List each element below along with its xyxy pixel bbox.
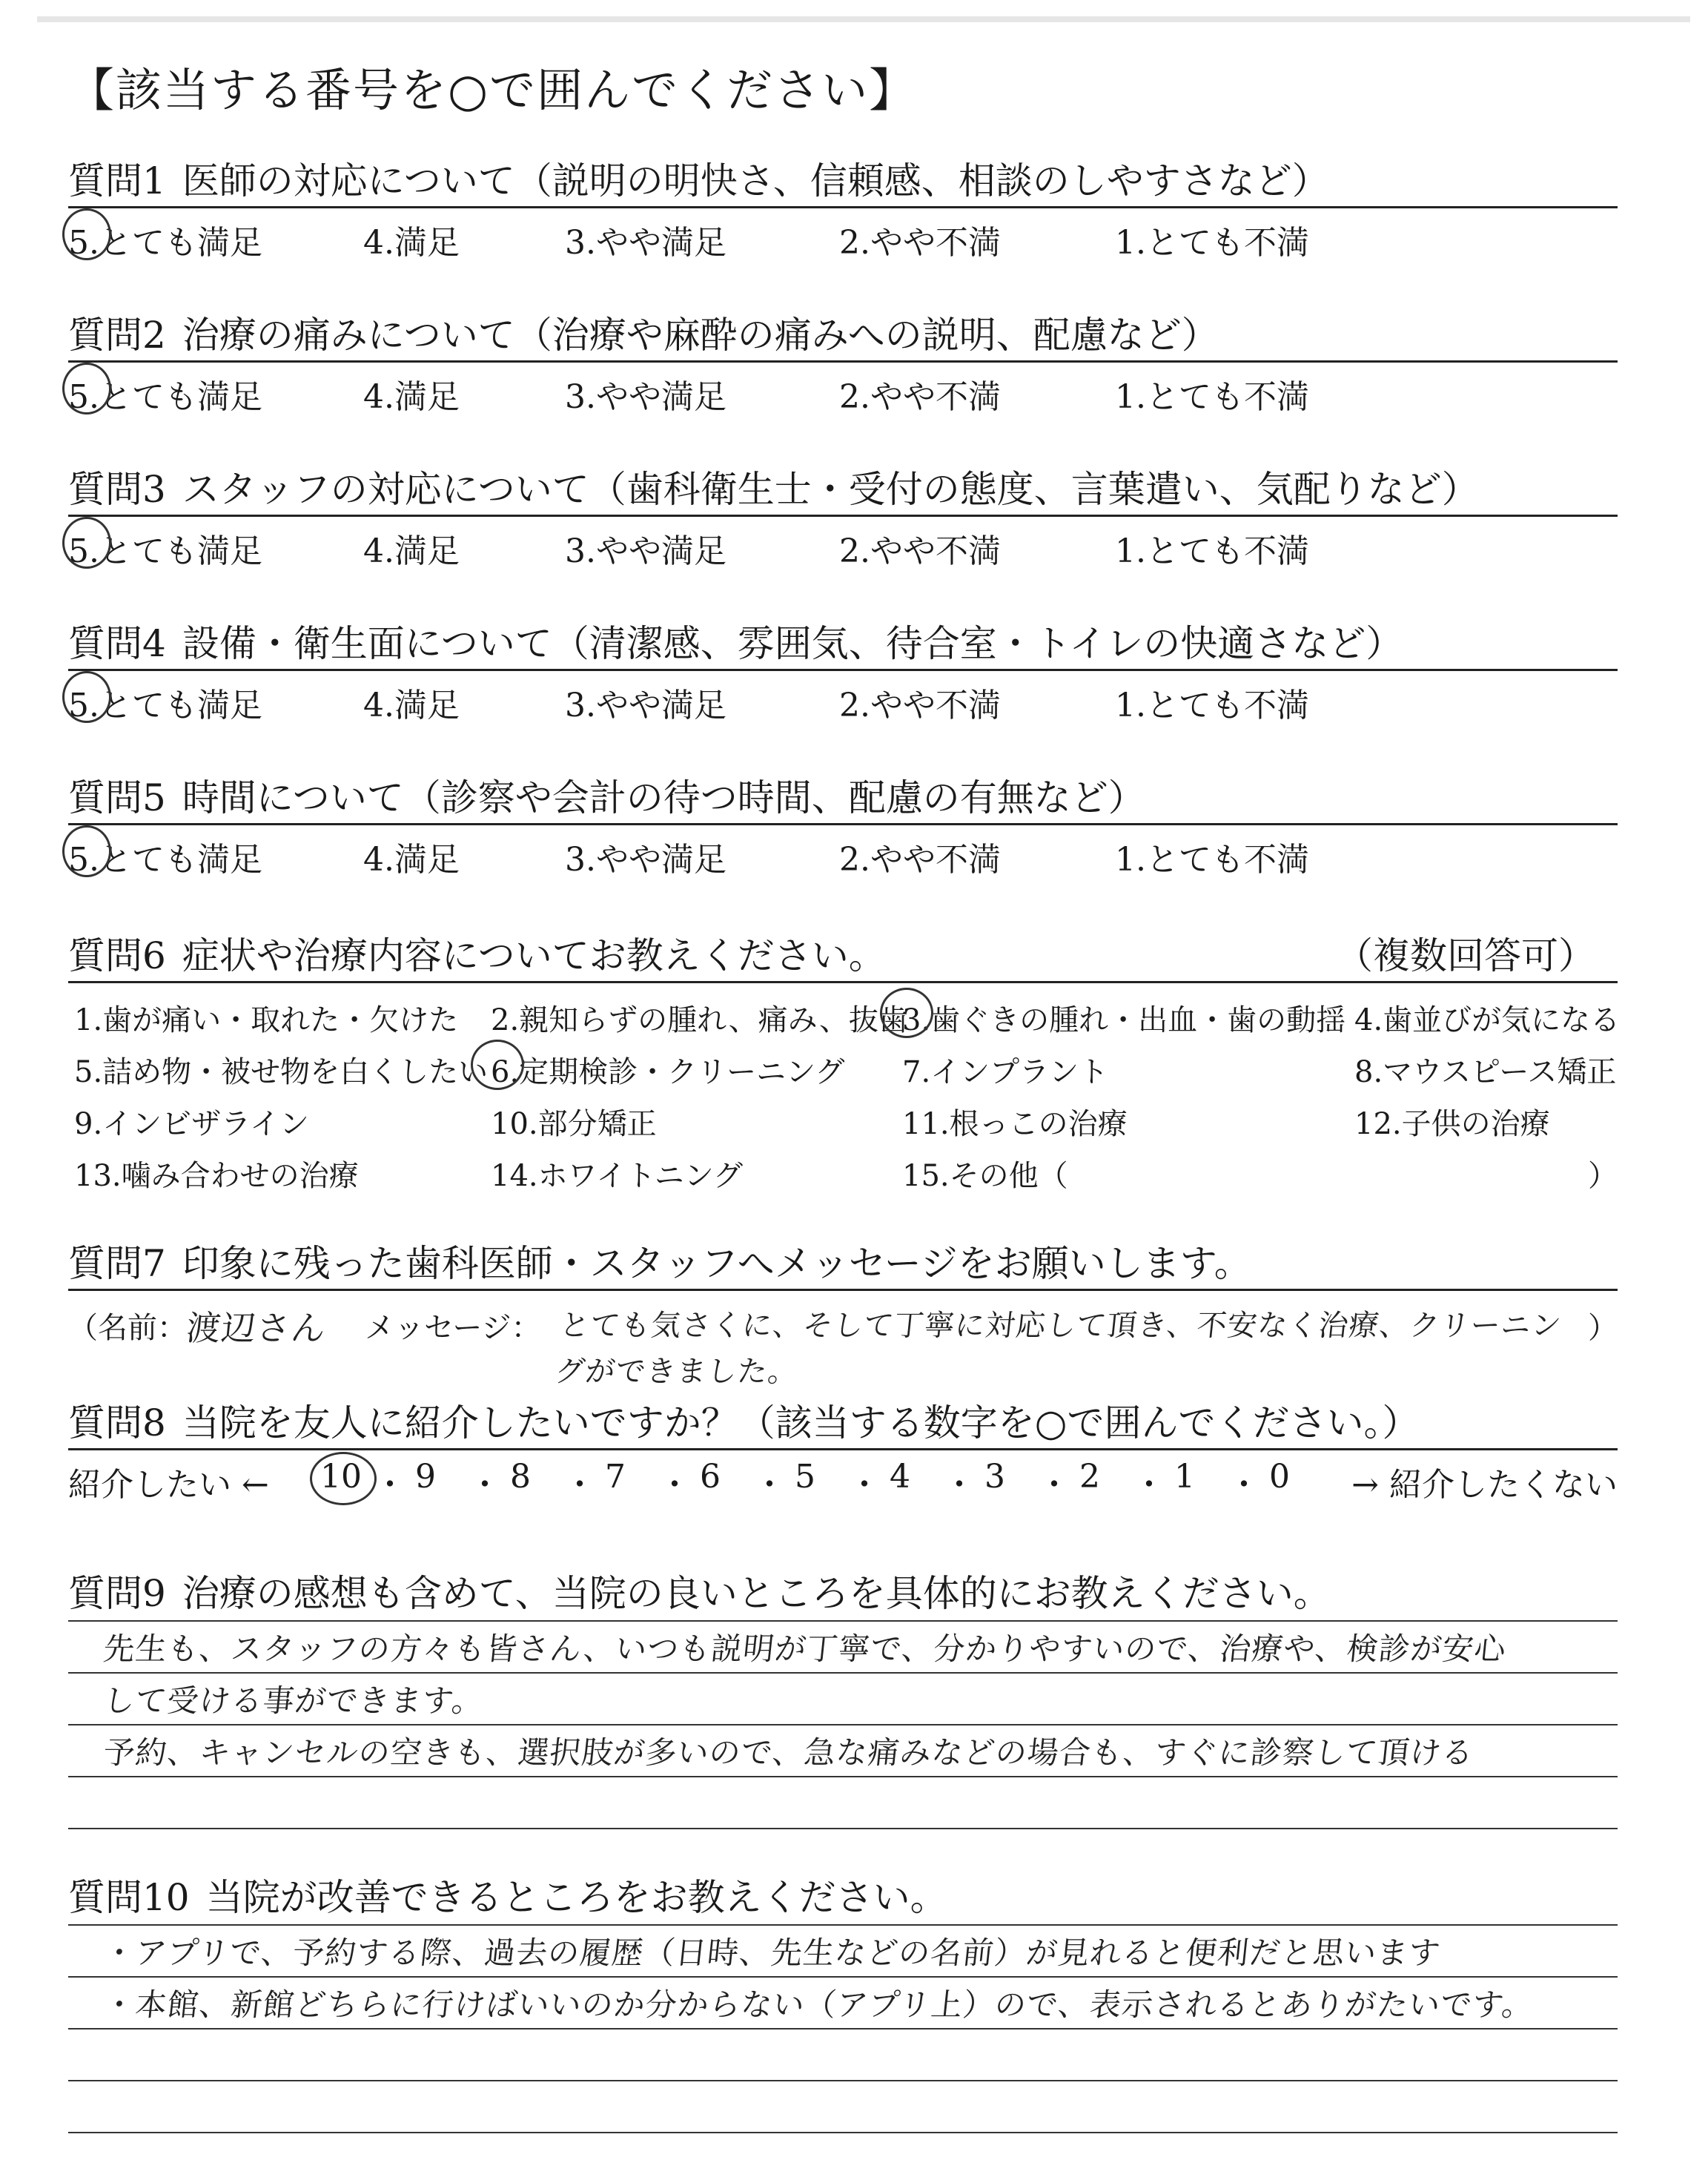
scan-edge	[37, 16, 1690, 22]
symptom-option: 13.噛み合わせの治療	[74, 1159, 359, 1193]
symptom-option: 6.定期検診・クリーニング	[491, 1055, 845, 1089]
symptom-option: ）	[1588, 1159, 1618, 1193]
question-number: 質問4	[68, 622, 166, 665]
handwritten-answer-line: 予約、キャンセルの空きも、選択肢が多いので、急な痛みなどの場合も、すぐに診察して頂ける	[102, 1734, 1476, 1771]
scale-separator: ・	[469, 1466, 501, 1504]
scale-number: 10	[320, 1458, 362, 1496]
handwritten-answer-line: 先生も、スタッフの方々も皆さん、いつも説明が丁寧で、分かりやすいので、治療や、検診が安心	[102, 1631, 1509, 1667]
rating-option: 4.満足	[363, 841, 460, 879]
recommend-scale	[68, 1450, 1618, 1505]
scale-separator: ・	[1228, 1466, 1260, 1504]
question-text: 当院が改善できるところをお教えください。	[205, 1876, 947, 1919]
rating-option: 2.やや不満	[839, 841, 1001, 879]
question-6	[68, 931, 1621, 1193]
rating-option: 5.とても満足	[68, 224, 262, 262]
answer-rule-line	[68, 1976, 1618, 1978]
rating-option: 3.やや満足	[565, 841, 726, 879]
selected-circle-mark	[310, 1452, 377, 1505]
scale-separator: ・	[374, 1466, 406, 1504]
question-number: 質問1	[68, 159, 166, 202]
rating-option: 5.とても満足	[68, 687, 262, 724]
question-4	[68, 618, 1618, 723]
question-number: 質問8	[68, 1401, 166, 1444]
rating-option: 1.とても不満	[1115, 224, 1309, 262]
rating-option: 2.やや不満	[839, 532, 1001, 570]
rating-option: 4.満足	[363, 224, 460, 262]
scale-number: 1	[1174, 1458, 1195, 1496]
rating-options	[68, 671, 1618, 723]
option-grid	[68, 983, 1621, 1193]
name-value: 渡辺さん	[184, 1308, 328, 1348]
rating-option: 4.満足	[363, 532, 460, 570]
scale-number: 7	[605, 1458, 626, 1496]
scale-separator: ・	[943, 1466, 976, 1504]
rating-option: 4.満足	[363, 378, 460, 416]
scale-number: 3	[984, 1458, 1005, 1496]
symptom-option: 4.歯並びが気になる	[1354, 1003, 1621, 1037]
question-number: 質問7	[68, 1242, 166, 1285]
symptom-option: 3.歯ぐきの腫れ・出血・歯の動揺	[902, 1003, 1346, 1037]
rating-option: 5.とても満足	[68, 841, 262, 879]
scale-number: 5	[795, 1458, 815, 1496]
symptom-option: 10.部分矯正	[491, 1107, 657, 1141]
rating-option: 2.やや不満	[839, 687, 1001, 724]
answer-rule-line	[68, 1620, 1618, 1622]
scale-left-label: 紹介したい ←	[68, 1466, 269, 1504]
question-text: 症状や治療内容についてお教えください。	[182, 934, 886, 977]
symptom-option: 11.根っこの治療	[902, 1107, 1128, 1141]
scale-separator: ・	[1133, 1466, 1165, 1504]
question-number: 質問9	[68, 1572, 166, 1615]
symptom-option: 12.子供の治療	[1354, 1107, 1550, 1141]
symptom-option: 14.ホワイトニング	[491, 1159, 744, 1193]
question-7	[68, 1238, 1618, 1389]
symptom-option: 8.マウスピース矯正	[1354, 1055, 1617, 1089]
scale-separator: ・	[1038, 1466, 1070, 1504]
handwritten-answer-line: ・本館、新館どちらに行けばいいのか分からない（アプリ上）ので、表示されるとありがたいです。	[102, 1986, 1536, 2023]
rating-option: 5.とても満足	[68, 378, 262, 416]
handwritten-answer-line: して受ける事ができます。	[102, 1682, 486, 1719]
page-title: 【該当する番号を○で囲んでください】	[68, 63, 917, 117]
question-9	[68, 1568, 1618, 1619]
question-10	[68, 1872, 1618, 1923]
rating-option: 5.とても満足	[68, 532, 262, 570]
scale-number: 6	[700, 1458, 721, 1496]
scale-number: 8	[510, 1458, 531, 1496]
rating-option: 3.やや満足	[565, 687, 726, 724]
question-text: 設備・衛生面について（清潔感、雰囲気、待合室・トイレの快適さなど）	[182, 622, 1403, 665]
symptom-option: 7.インプラント	[902, 1055, 1109, 1089]
question-text: 医師の対応について（説明の明快さ、信頼感、相談のしやすさなど）	[182, 159, 1329, 202]
name-label: （名前：	[68, 1311, 187, 1345]
rating-option: 4.満足	[363, 687, 460, 724]
rating-option: 1.とても不満	[1115, 378, 1309, 416]
scale-number: 0	[1269, 1458, 1290, 1496]
selected-circle-mark	[62, 363, 111, 415]
rating-option: 1.とても不満	[1115, 532, 1309, 570]
question-number: 質問10	[68, 1876, 190, 1919]
selected-circle-mark	[62, 825, 111, 877]
question-text: 治療の感想も含めて、当院の良いところを具体的にお教えください。	[182, 1572, 1331, 1615]
question-text: 印象に残った歯科医師・スタッフへメッセージをお願いします。	[182, 1242, 1251, 1285]
question-number: 質問3	[68, 468, 166, 511]
rating-options	[68, 825, 1618, 877]
answer-rule-line	[68, 2028, 1618, 2029]
selected-circle-mark	[62, 517, 111, 569]
question-8	[68, 1398, 1618, 1505]
scale-number: 2	[1079, 1458, 1100, 1496]
answer-rule-line	[68, 1924, 1618, 1926]
rating-options	[68, 517, 1618, 569]
rating-options	[68, 208, 1618, 260]
scale-number: 9	[415, 1458, 436, 1496]
answer-rule-line	[68, 1724, 1618, 1725]
answer-rule-line	[68, 1672, 1618, 1674]
scale-number: 4	[890, 1458, 910, 1496]
symptom-option: 2.親知らずの腫れ、痛み、抜歯	[491, 1003, 908, 1037]
close-paren: ）	[1588, 1311, 1618, 1345]
question-number: 質問5	[68, 776, 166, 819]
selected-circle-mark	[880, 988, 933, 1038]
selected-circle-mark	[471, 1040, 524, 1090]
answer-rule-line	[68, 2080, 1618, 2081]
question-number: 質問2	[68, 314, 166, 357]
question-number: 質問6	[68, 934, 166, 977]
scale-right-label: → 紹介したくない	[1351, 1466, 1618, 1504]
question-5	[68, 773, 1618, 877]
symptom-option: 9.インビザライン	[74, 1107, 309, 1141]
rating-option: 2.やや不満	[839, 224, 1001, 262]
answer-rule-line	[68, 1828, 1618, 1829]
message-value: とても気さくに、そして丁寧に対応して頂き、不安なく治療、クリーニングができました。	[553, 1309, 1564, 1389]
rating-option: 2.やや不満	[839, 378, 1001, 416]
question-text: 時間について（診察や会計の待つ時間、配慮の有無など）	[182, 776, 1145, 819]
symptom-option: 15.その他（	[902, 1159, 1068, 1193]
answer-rule-line	[68, 2132, 1618, 2133]
rating-option: 3.やや満足	[565, 532, 726, 570]
rating-option: 1.とても不満	[1115, 687, 1309, 724]
symptom-option: 5.詰め物・被せ物を白くしたい	[74, 1055, 489, 1089]
question-2	[68, 310, 1618, 415]
selected-circle-mark	[62, 208, 111, 260]
multiple-answer-note: （複数回答可）	[1336, 934, 1595, 977]
question-1	[68, 156, 1618, 260]
question-3	[68, 464, 1618, 569]
scale-separator: ・	[658, 1466, 691, 1504]
question-text: 治療の痛みについて（治療や麻酔の痛みへの説明、配慮など）	[182, 314, 1219, 357]
scale-separator: ・	[848, 1466, 881, 1504]
rating-options	[68, 363, 1618, 415]
scale-separator: ・	[753, 1466, 786, 1504]
rating-option: 3.やや満足	[565, 224, 726, 262]
question-text: 当院を友人に紹介したいですか？（該当する数字を○で囲んでください。）	[182, 1401, 1420, 1444]
symptom-option: 1.歯が痛い・取れた・欠けた	[74, 1003, 459, 1037]
handwritten-answer-line: ・アプリで、予約する際、過去の履歴（日時、先生などの名前）が見れると便利だと思います	[102, 1935, 1443, 1971]
scale-separator: ・	[563, 1466, 596, 1504]
message-label: メッセージ：	[365, 1311, 541, 1345]
selected-circle-mark	[62, 671, 111, 723]
rating-option: 1.とても不満	[1115, 841, 1309, 879]
question-text: スタッフの対応について（歯科衛生士・受付の態度、言葉遣い、気配りなど）	[182, 468, 1479, 511]
answer-rule-line	[68, 1776, 1618, 1777]
rating-option: 3.やや満足	[565, 378, 726, 416]
